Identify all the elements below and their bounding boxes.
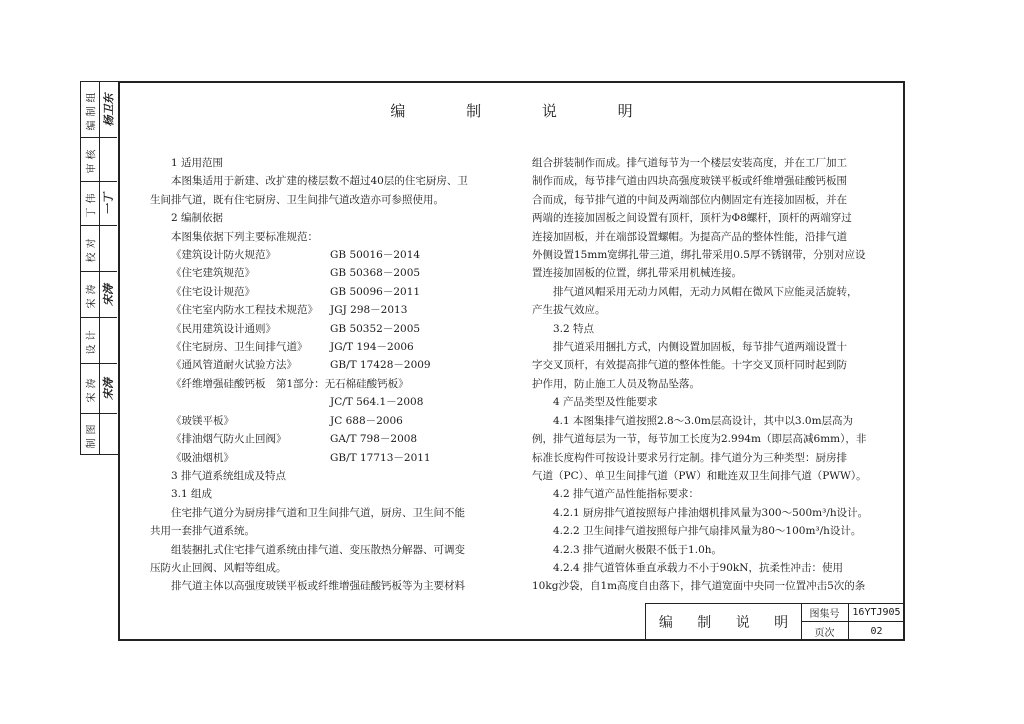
page-number-label: 页次 <box>801 622 849 640</box>
paragraph-line: 产生拔气效应。 <box>532 304 606 317</box>
standard-code: JC/T 564.1－2008 <box>330 396 424 409</box>
standard-name: 《住宅厨房、卫生间排气道》 <box>171 341 308 354</box>
section-heading: 1 适用范围 <box>171 157 224 169</box>
paragraph-line: 排气道风帽采用无动力风帽，无动力风帽在微风下应能灵活旋转， <box>553 285 858 298</box>
strip-label: 制图 <box>86 420 98 448</box>
standard-name: 《排油烟气防火止回阀》 <box>171 433 287 446</box>
paragraph-line: 生间排气道，既有住宅厨房、卫生间排气道改造亦可参照使用。 <box>150 193 444 206</box>
section-heading: 3.1 组成 <box>171 488 213 501</box>
strip-label: 宋涛 <box>86 280 98 309</box>
section-heading: 2 编制依据 <box>171 212 224 225</box>
paragraph-line: 住宅排气道分为厨房排气道和卫生间排气道，厨房、卫生间不能 <box>171 506 465 519</box>
strip-row-checker-name <box>81 272 117 318</box>
standard-row <box>150 338 500 356</box>
paragraph-line: 10kg沙袋，自1m高度自由落下，排气道宽面中央同一位置冲击5次的条 <box>532 580 866 593</box>
standard-code: GB/T 17428－2009 <box>330 359 431 372</box>
standard-name: 《住宅室内防水工程技术规范》 <box>171 304 318 317</box>
section-heading: 4.2 排气道产品性能指标要求： <box>553 488 700 501</box>
strip-row-drafting <box>81 414 117 454</box>
title-block <box>645 603 905 641</box>
standard-name: 《民用建筑设计通则》 <box>171 322 276 335</box>
page-number-value: 02 <box>870 625 883 637</box>
standard-code: GB 50096－2011 <box>330 285 421 298</box>
strip-label: 校对 <box>86 234 98 263</box>
standard-code: GB/T 17713－2011 <box>330 451 431 464</box>
strip-row-compiler <box>81 82 117 138</box>
atlas-number-label: 图集号 <box>801 604 849 622</box>
standard-name: 《住宅设计规范》 <box>171 285 255 298</box>
paragraph-line: 排气道采用捆扎方式，内侧设置加固板，每节排气道两端设置十 <box>553 341 847 354</box>
strip-label: 审核 <box>86 145 98 174</box>
paragraph-line: 4.1 本图集排气道按照2.8～3.0m层高设计，其中以3.0m层高为 <box>553 414 854 427</box>
paragraph-line: 本图集依据下列主要标准规范： <box>171 230 318 243</box>
paragraph-line: 制作而成，每节排气道由四块高强度玻镁平板或纤维增强硅酸钙板围 <box>532 175 847 188</box>
standard-row <box>150 412 500 430</box>
standard-code: GB 50016－2014 <box>330 249 421 262</box>
strip-label: 设计 <box>86 326 98 355</box>
standard-code: GA/T 798－2008 <box>330 433 418 446</box>
right-column <box>532 154 890 596</box>
signature: 一丁 <box>102 192 115 215</box>
paragraph-line: 4.2.1 厨房排气道按照每户排油烟机排风量为300～500m³/h设计。 <box>553 506 869 519</box>
paragraph-line: 标准长度构件可按设计要求另行定制。排气道分为三种类型：厨房排 <box>532 451 847 464</box>
standard-row <box>150 301 500 319</box>
standard-code: JC 688－2006 <box>330 414 403 427</box>
standard-name: 《吸油烟机》 <box>171 451 234 464</box>
atlas-number-value: 16YTJ905 <box>849 604 904 622</box>
paragraph-line: 合而成，每节排气道的中间及两端部位内侧固定有连接加固板，并在 <box>532 193 847 206</box>
standard-code: GB 50352－2005 <box>330 322 421 335</box>
strip-row-reviewer-name <box>81 182 117 226</box>
paragraph-line: 4.2.3 排气道耐火极限不低于1.0h。 <box>553 543 723 556</box>
paragraph-line: 字交叉顶杆，有效提高排气道的整体性能。十字交叉顶杆同时起到防 <box>532 359 847 372</box>
strip-row-review <box>81 138 117 182</box>
standard-name: 《通风管道耐火试验方法》 <box>171 359 297 372</box>
paragraph-line: 外侧设置15mm宽绑扎带三道，绑扎带采用0.5厚不锈钢带，分别对应设 <box>532 249 866 262</box>
standard-row <box>150 320 500 338</box>
standard-code: GB 50368－2005 <box>330 267 421 280</box>
strip-row-check <box>81 226 117 272</box>
standard-row <box>150 449 500 467</box>
standard-name: 《住宅建筑规范》 <box>171 267 255 280</box>
section-heading: 4 产品类型及性能要求 <box>553 396 658 409</box>
paragraph-line: 压防火止回阀、风帽等组成。 <box>150 561 287 574</box>
paragraph-line: 排气道主体以高强度玻镁平板或纤维增强硅酸钙板等为主要材料 <box>171 580 465 593</box>
strip-label: 宋涛 <box>86 374 98 403</box>
standard-row <box>150 264 500 282</box>
signature: 杨卫东 <box>102 93 115 126</box>
paragraph-line: 例，排气道每层为一节，每节加工长度为2.994m（即层高减6mm），非 <box>532 433 867 446</box>
strip-row-design <box>81 318 117 364</box>
paragraph-line: 组合拼装制作而成。排气道每节为一个楼层安装高度，并在工厂加工 <box>532 157 847 169</box>
left-column <box>150 154 500 596</box>
section-heading: 3 排气道系统组成及特点 <box>171 469 287 482</box>
strip-label: 编制组 <box>86 88 98 131</box>
standard-name: 《纤维增强硅酸钙板 第1部分：无石棉硅酸钙板》 <box>171 377 409 390</box>
paragraph-line: 气道（PC）、单卫生间排气道（PW）和毗连双卫生间排气道（PWW）。 <box>532 469 867 482</box>
paragraph-line: 连接加固板，并在端部设置螺帽。为提高产品的整体性能，沿排气道 <box>532 230 847 243</box>
strip-label: 丁伟 <box>86 189 98 218</box>
signature-strip <box>80 81 118 455</box>
paragraph-line: 组装捆扎式住宅排气道系统由排气道、变压散热分解器、可调变 <box>171 543 465 556</box>
paragraph-line: 4.2.2 卫生间排气道按照每户排气扇排风量为80～100m³/h设计。 <box>553 525 862 538</box>
standard-row <box>150 283 500 301</box>
section-heading: 3.2 特点 <box>553 322 595 335</box>
page-title: 编 制 说 明 <box>390 102 661 120</box>
standard-row <box>150 356 500 374</box>
standard-name: 《玻镁平板》 <box>171 414 234 427</box>
paragraph-line: 两端的连接加固板之间设置有顶杆，顶杆为Φ8螺杆，顶杆的两端穿过 <box>532 212 852 225</box>
standard-row <box>150 430 500 448</box>
strip-row-designer-name <box>81 364 117 414</box>
signature: 宋涛 <box>102 283 115 306</box>
title-block-title: 编 制 说 明 <box>646 604 802 640</box>
signature: 宋涛 <box>102 377 115 400</box>
paragraph-line: 护作用，防止施工人员及物品坠落。 <box>532 377 700 390</box>
paragraph-line: 共用一套排气道系统。 <box>150 525 255 538</box>
standard-code: JG/T 194－2006 <box>330 341 414 354</box>
standard-row <box>150 393 500 411</box>
paragraph-line: 4.2.4 排气道管体垂直承载力不小于90kN，抗柔性冲击：使用 <box>553 561 843 574</box>
paragraph-line: 置连接加固板的位置，绑扎带采用机械连接。 <box>532 267 742 280</box>
standard-name: 《建筑设计防火规范》 <box>171 249 276 262</box>
standard-row <box>150 246 500 264</box>
standard-code: JGJ 298－2013 <box>330 304 408 317</box>
paragraph-line: 本图集适用于新建、改扩建的楼层数不超过40层的住宅厨房、卫 <box>171 175 468 188</box>
